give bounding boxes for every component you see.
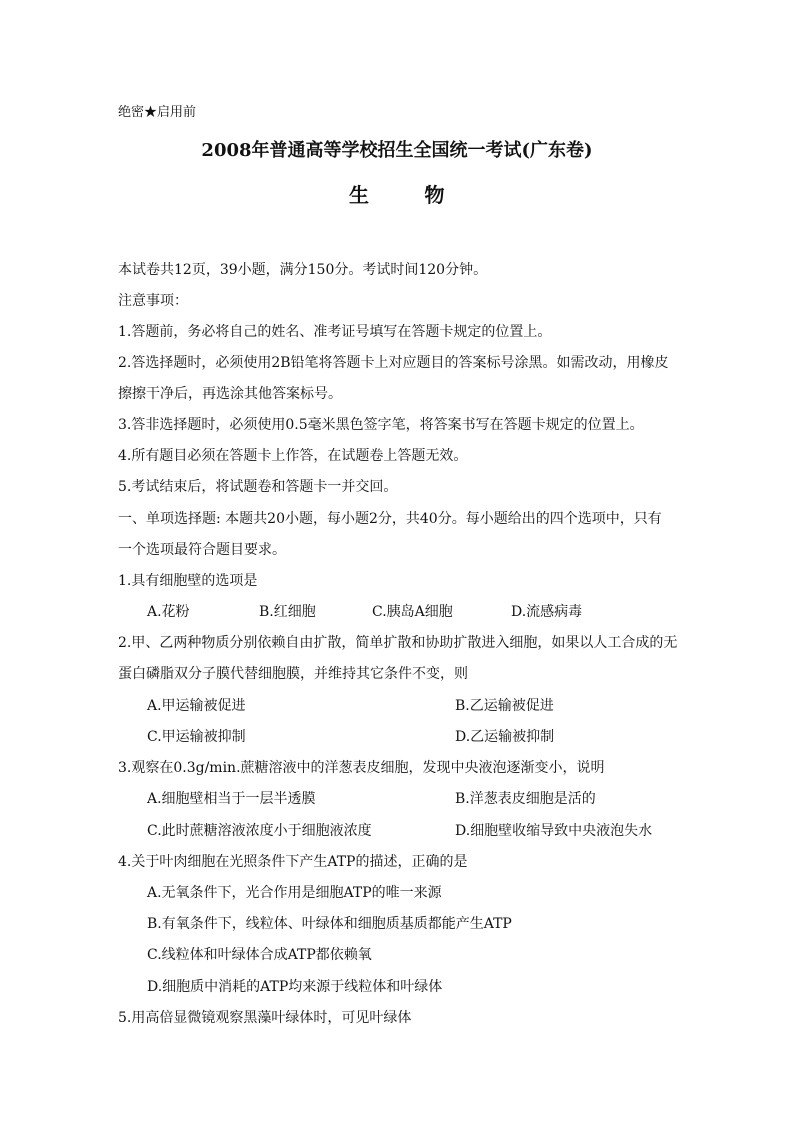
question-1-stem: 1.具有细胞壁的选项是 — [118, 573, 258, 589]
question-4-stem: 4.关于叶肉细胞在光照条件下产生ATP的描述，正确的是 — [118, 854, 468, 870]
subject-title — [0, 183, 794, 207]
question-3-stem: 3.观察在0.3g/min.蔗糖溶液中的洋葱表皮细胞，发现中央液泡逐渐变小，说明 — [118, 760, 605, 776]
q1-option-d: D.流感病毒 — [511, 604, 583, 620]
question-5-stem: 5.用高倍显微镜观察黑藻叶绿体时，可见叶绿体 — [118, 1010, 412, 1026]
question-2-stem-cont: 蛋白磷脂双分子膜代替细胞膜，并维持其它条件不变，则 — [118, 666, 468, 682]
q3-option-b: B.洋葱表皮细胞是活的 — [455, 791, 596, 807]
subject-char-1: 生 — [349, 183, 370, 207]
q2-option-d: D.乙运输被抑制 — [455, 729, 555, 745]
note-4: 4.所有题目必须在答题卡上作答，在试题卷上答题无效。 — [118, 448, 468, 464]
q4-option-b: B.有氧条件下，线粒体、叶绿体和细胞质基质都能产生ATP — [147, 916, 512, 932]
q2-option-a: A.甲运输被促进 — [147, 698, 246, 714]
question-2-stem: 2.甲、乙两种物质分别依赖自由扩散，简单扩散和协助扩散进入细胞，如果以人工合成的无 — [118, 635, 678, 651]
q1-option-b: B.红细胞 — [259, 604, 316, 620]
q3-option-a: A.细胞壁相当于一层半透膜 — [147, 791, 316, 807]
q2-option-b: B.乙运输被促进 — [455, 698, 554, 714]
note-2-cont: 擦擦干净后，再选涂其他答案标号。 — [118, 386, 342, 402]
q1-option-a: A.花粉 — [147, 604, 190, 620]
q4-option-a: A.无氧条件下，光合作用是细胞ATP的唯一来源 — [147, 885, 442, 901]
section-heading-cont: 一个选项最符合题目要求。 — [118, 542, 286, 558]
q3-option-c: C.此时蔗糖溶液浓度小于细胞液浓度 — [147, 823, 372, 839]
q4-option-c: C.线粒体和叶绿体合成ATP都依赖氧 — [147, 947, 372, 963]
q3-option-d: D.细胞壁收缩导致中央液泡失水 — [455, 823, 653, 839]
secret-label: 绝密★启用前 — [118, 105, 197, 120]
q2-option-c: C.甲运输被抑制 — [147, 729, 246, 745]
note-5: 5.考试结束后，将试题卷和答题卡一并交回。 — [118, 479, 398, 495]
q4-option-d: D.细胞质中消耗的ATP均来源于线粒体和叶绿体 — [147, 979, 443, 995]
note-2: 2.答选择题时，必须使用2B铅笔将答题卡上对应题目的答案标号涂黑。如需改动，用橡皮 — [118, 355, 669, 371]
q1-option-c: C.胰岛A细胞 — [372, 604, 453, 620]
exam-summary: 本试卷共12页，39小题，满分150分。考试时间120分钟。 — [118, 262, 488, 278]
subject-char-2: 物 — [424, 183, 445, 207]
note-1: 1.答题前，务必将自己的姓名、准考证号填写在答题卡规定的位置上。 — [118, 324, 552, 340]
note-3: 3.答非选择题时，必须使用0.5毫米黑色签字笔，将答案书写在答题卡规定的位置上。 — [118, 417, 644, 433]
notes-heading: 注意事项： — [118, 293, 188, 309]
section-heading: 一、单项选择题: 本题共20小题，每小题2分，共40分。每小题给出的四个选项中，只有 — [118, 511, 662, 527]
exam-title: 2008年普通高等学校招生全国统一考试(广东卷) — [201, 140, 593, 161]
